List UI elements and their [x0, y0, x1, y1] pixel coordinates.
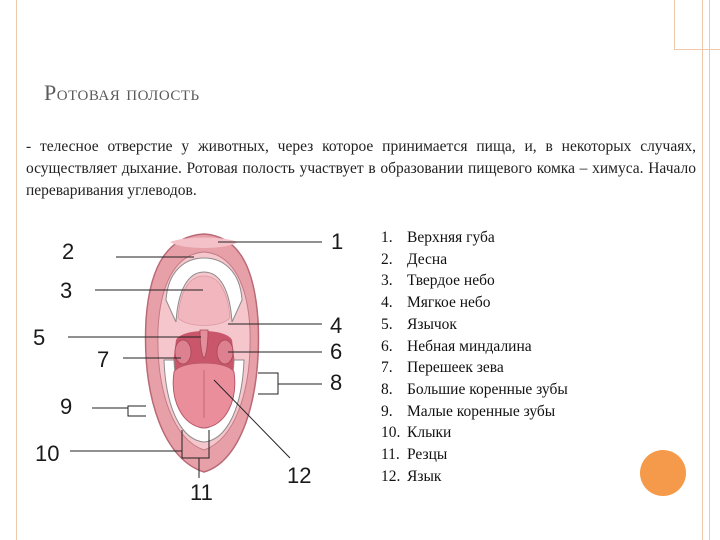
- legend-item-text: Небная миндалина: [407, 337, 532, 355]
- legend-item: [381, 422, 568, 444]
- legend-item-text: Малые коренные зубы: [407, 402, 556, 420]
- diagram-label-12: 12: [287, 463, 312, 488]
- legend-item-text: Мягкое небо: [407, 294, 491, 312]
- legend-item-number: 3.: [381, 272, 393, 290]
- diagram-label-11: 11: [190, 480, 213, 505]
- diagram-label-5: 5: [33, 325, 46, 350]
- decorative-orange-dot: [640, 450, 686, 496]
- legend-item: [381, 401, 568, 423]
- legend-item: [381, 357, 568, 379]
- diagram-label-4: 4: [330, 313, 343, 338]
- diagram-label-7: 7: [97, 347, 110, 372]
- legend-item-number: 2.: [381, 250, 393, 268]
- diagram-label-1: 1: [331, 229, 344, 254]
- legend-item-text: Клыки: [407, 424, 452, 442]
- diagram-label-10: 10: [35, 441, 60, 466]
- legend-item-text: Десна: [407, 250, 448, 268]
- legend-item-number: 1.: [381, 229, 393, 246]
- diagram-label-2: 2: [62, 239, 75, 264]
- legend-item: [381, 444, 568, 466]
- legend-item-text: Язык: [407, 467, 442, 485]
- legend-item-text: Резцы: [407, 446, 448, 464]
- legend-item: [381, 249, 568, 271]
- legend-item: [381, 466, 568, 488]
- legend-item-number: 6.: [381, 337, 393, 355]
- legend-item-text: Перешеек зева: [407, 359, 504, 377]
- legend-item: [381, 270, 568, 292]
- bracket-8: [258, 373, 278, 394]
- legend-item: [381, 227, 568, 249]
- slide-intro-text: - телесное отверстие у животных, через которое принимается пища, и, в некоторых случаях, осуществляет дыхание. Ротовая полость участвует в образовании пищевого комка – химуса. Начало переваривания углеводов.: [26, 138, 696, 199]
- legend-item-text: Большие коренные зубы: [407, 380, 568, 398]
- legend-item-number: 5.: [381, 315, 393, 333]
- legend-item-number: 10.: [381, 424, 401, 442]
- legend-item: [381, 336, 568, 358]
- legend-item-text: Язычок: [407, 315, 457, 333]
- legend-item: [381, 379, 568, 401]
- legend-item-number: 12.: [381, 467, 401, 485]
- legend-item-number: 4.: [381, 294, 393, 312]
- legend-item-number: 11.: [381, 446, 400, 464]
- diagram-label-6: 6: [330, 339, 343, 364]
- tonsil-left: [175, 340, 191, 364]
- legend-item: [381, 292, 568, 314]
- legend-item-text: Верхняя губа: [407, 229, 495, 246]
- legend-list: [381, 227, 568, 487]
- legend-item-number: 8.: [381, 380, 393, 398]
- legend-item-number: 9.: [381, 402, 393, 420]
- legend-item: [381, 314, 568, 336]
- diagram-label-8: 8: [330, 370, 343, 395]
- legend-item-text: Твердое небо: [407, 272, 495, 290]
- slide-title: Ротовая полость: [44, 80, 200, 105]
- diagram-label-3: 3: [60, 278, 73, 303]
- bracket-9: [128, 406, 146, 416]
- legend-item-number: 7.: [381, 359, 393, 377]
- diagram-label-9: 9: [60, 394, 73, 419]
